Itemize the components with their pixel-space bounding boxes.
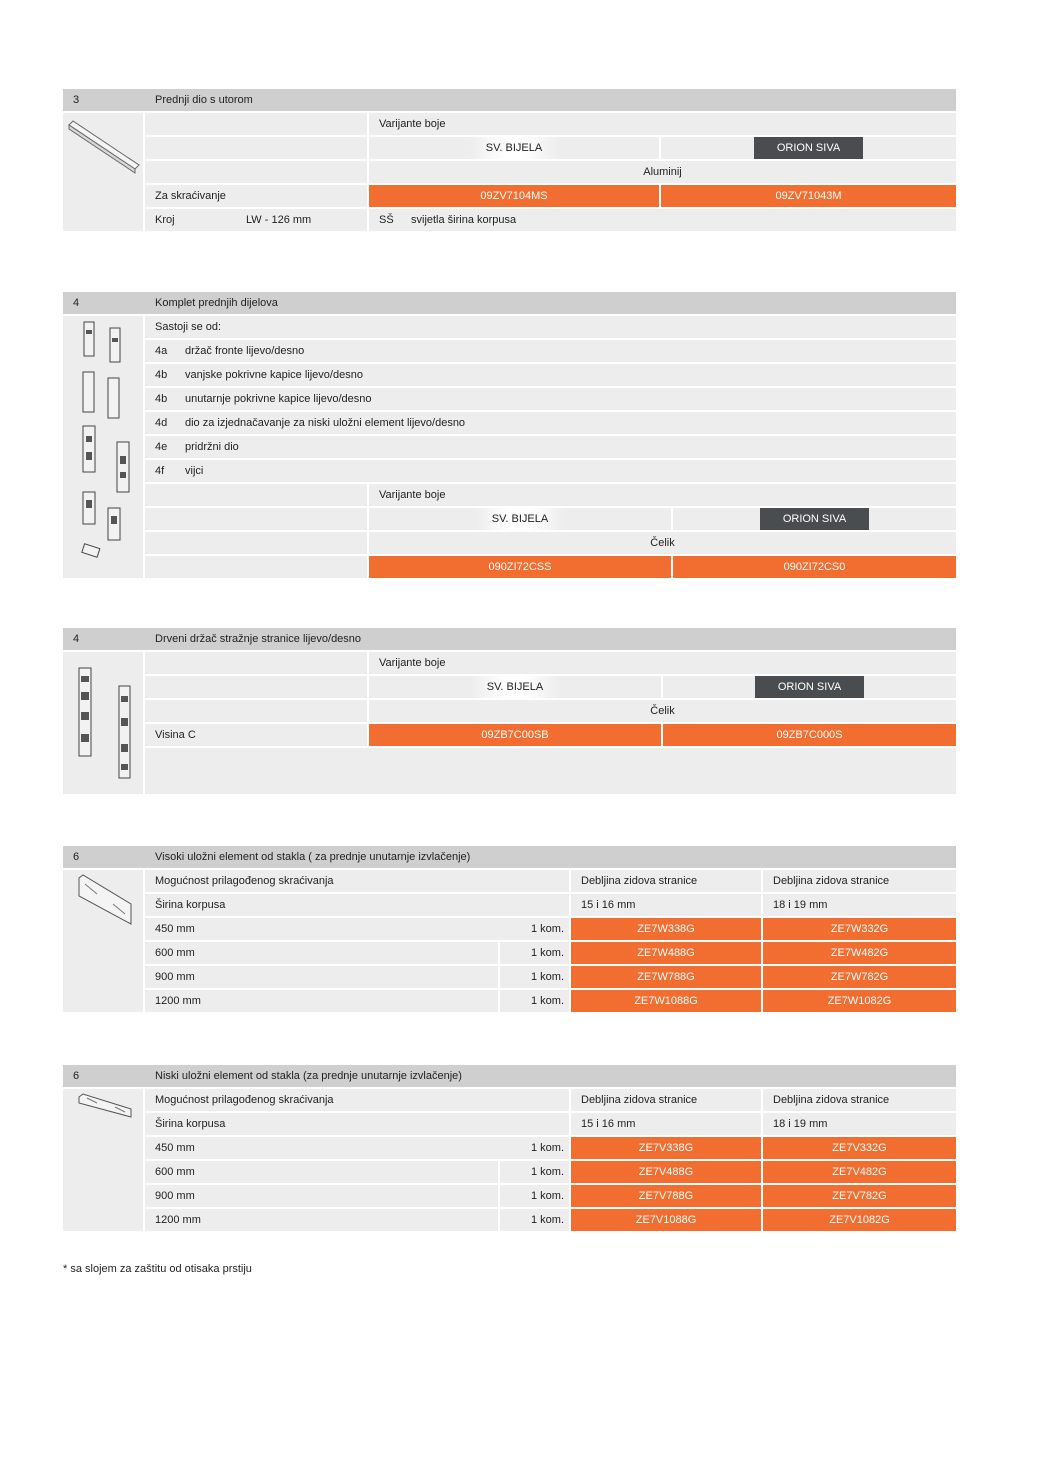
table-row bbox=[63, 1185, 956, 1207]
article-code: ZE7V782G bbox=[763, 1185, 956, 1207]
section-number: 4 bbox=[73, 633, 80, 645]
column-header: Debljina zidova stranice bbox=[763, 870, 956, 892]
article-code: ZE7V488G bbox=[571, 1161, 761, 1183]
article-code: ZE7V788G bbox=[571, 1185, 761, 1207]
variants-label: Varijante boje bbox=[369, 484, 956, 506]
article-code: ZE7W488G bbox=[571, 942, 761, 964]
article-code-white: 09ZB7C00SB bbox=[369, 724, 661, 746]
item-code: 4d bbox=[155, 417, 168, 429]
column-header: Debljina zidova stranice bbox=[571, 1089, 761, 1111]
list-item bbox=[63, 460, 956, 482]
material-label: Čelik bbox=[369, 700, 956, 722]
article-code: ZE7V482G bbox=[763, 1161, 956, 1183]
column-subheader: 15 i 16 mm bbox=[571, 894, 761, 916]
qty-cell: 1 kom. bbox=[530, 923, 564, 935]
article-code: ZE7W338G bbox=[571, 918, 761, 940]
size-cell: 900 mm bbox=[145, 966, 498, 988]
size-cell: 900 mm bbox=[145, 1185, 498, 1207]
section-number: 6 bbox=[73, 851, 80, 863]
qty-cell: 1 kom. bbox=[500, 990, 569, 1012]
qty-cell: 1 kom. bbox=[500, 1161, 569, 1183]
cut-label: Za skraćivanje bbox=[145, 185, 367, 207]
column-subheader: 18 i 19 mm bbox=[763, 1113, 956, 1135]
color-white-label: SV. BIJELA bbox=[470, 137, 558, 159]
article-code: ZE7V1088G bbox=[571, 1209, 761, 1231]
size-cell: 450 mm bbox=[145, 1137, 569, 1159]
ss-description: svijetla širina korpusa bbox=[411, 214, 517, 226]
section-header bbox=[63, 292, 956, 314]
variants-label: Varijante boje bbox=[369, 113, 956, 135]
table-row bbox=[63, 990, 956, 1012]
section-number: 4 bbox=[73, 297, 80, 309]
ss-abbreviation: SŠ bbox=[379, 214, 394, 226]
table-row bbox=[63, 918, 956, 940]
carcase-width-label: Širina korpusa bbox=[145, 894, 569, 916]
table-row bbox=[63, 966, 956, 988]
size-cell: 1200 mm bbox=[145, 990, 498, 1012]
table-row bbox=[63, 942, 956, 964]
article-code: ZE7W332G bbox=[763, 918, 956, 940]
column-subheader: 15 i 16 mm bbox=[571, 1113, 761, 1135]
section-title: Komplet prednjih dijelova bbox=[155, 297, 278, 309]
color-white-label: SV. BIJELA bbox=[471, 676, 559, 698]
item-text: vanjske pokrivne kapice lijevo/desno bbox=[185, 369, 363, 381]
item-text: vijci bbox=[185, 465, 204, 477]
color-white-label: SV. BIJELA bbox=[476, 508, 564, 530]
consists-of-label: Sastoji se od: bbox=[145, 316, 956, 338]
footnote: * sa slojem za zaštitu od otisaka prstiju bbox=[63, 1263, 252, 1275]
section-header bbox=[63, 846, 956, 868]
variants-label: Varijante boje bbox=[369, 652, 956, 674]
size-cell: 600 mm bbox=[145, 942, 498, 964]
item-code: 4a bbox=[155, 345, 168, 357]
custom-cut-label: Mogućnost prilagođenog skraćivanja bbox=[145, 870, 569, 892]
kroj-value: LW - 126 mm bbox=[246, 214, 312, 226]
article-code: ZE7V1082G bbox=[763, 1209, 956, 1231]
carcase-width-label: Širina korpusa bbox=[145, 1113, 569, 1135]
column-header: Debljina zidova stranice bbox=[571, 870, 761, 892]
color-grey-label: ORION SIVA bbox=[755, 676, 864, 698]
article-code: ZE7V338G bbox=[571, 1137, 761, 1159]
item-code: 4b bbox=[155, 393, 168, 405]
height-label: Visina C bbox=[145, 724, 367, 746]
item-code: 4f bbox=[155, 465, 165, 477]
column-subheader: 18 i 19 mm bbox=[763, 894, 956, 916]
qty-cell: 1 kom. bbox=[500, 942, 569, 964]
qty-cell: 1 kom. bbox=[530, 1142, 564, 1154]
article-code: ZE7W482G bbox=[763, 942, 956, 964]
list-item bbox=[63, 364, 956, 386]
article-code: ZE7W1082G bbox=[763, 990, 956, 1012]
article-code: ZE7W788G bbox=[571, 966, 761, 988]
section-title: Visoki uložni element od stakla ( za prednje unutarnje izvlačenje) bbox=[155, 851, 471, 863]
section-header bbox=[63, 89, 956, 111]
material-label: Čelik bbox=[369, 532, 956, 554]
article-code-grey: 09ZV71043M bbox=[661, 185, 956, 207]
section-title: Drveni držač stražnje stranice lijevo/desno bbox=[155, 633, 362, 645]
material-label: Aluminij bbox=[369, 161, 956, 183]
article-code-grey: 090ZI72CS0 bbox=[673, 556, 956, 578]
article-code: ZE7W1088G bbox=[571, 990, 761, 1012]
item-text: pridržni dio bbox=[185, 441, 239, 453]
section-title: Prednji dio s utorom bbox=[155, 94, 253, 106]
section-header bbox=[63, 628, 956, 650]
item-code: 4e bbox=[155, 441, 168, 453]
item-text: dio za izjednačavanje za niski uložni element lijevo/desno bbox=[185, 417, 466, 429]
custom-cut-label: Mogućnost prilagođenog skraćivanja bbox=[145, 1089, 569, 1111]
color-grey-label: ORION SIVA bbox=[754, 137, 863, 159]
item-text: držač fronte lijevo/desno bbox=[185, 345, 305, 357]
size-cell: 450 mm bbox=[145, 918, 569, 940]
section-number: 6 bbox=[73, 1070, 80, 1082]
list-item bbox=[63, 340, 956, 362]
qty-cell: 1 kom. bbox=[500, 1185, 569, 1207]
qty-cell: 1 kom. bbox=[500, 1209, 569, 1231]
item-code: 4b bbox=[155, 369, 168, 381]
table-row bbox=[63, 1137, 956, 1159]
list-item bbox=[63, 388, 956, 410]
article-code: ZE7W782G bbox=[763, 966, 956, 988]
item-text: unutarnje pokrivne kapice lijevo/desno bbox=[185, 393, 372, 405]
size-cell: 1200 mm bbox=[145, 1209, 498, 1231]
article-code-white: 090ZI72CSS bbox=[369, 556, 671, 578]
color-grey-label: ORION SIVA bbox=[760, 508, 869, 530]
qty-cell: 1 kom. bbox=[500, 966, 569, 988]
column-header: Debljina zidova stranice bbox=[763, 1089, 956, 1111]
size-cell: 600 mm bbox=[145, 1161, 498, 1183]
table-row bbox=[63, 1161, 956, 1183]
section-number: 3 bbox=[73, 94, 80, 106]
article-code-white: 09ZV7104MS bbox=[369, 185, 659, 207]
article-code: ZE7V332G bbox=[763, 1137, 956, 1159]
table-row bbox=[63, 1209, 956, 1231]
list-item bbox=[63, 436, 956, 458]
section-header bbox=[63, 1065, 956, 1087]
list-item bbox=[63, 412, 956, 434]
kroj-label: Kroj bbox=[155, 214, 175, 226]
article-code-grey: 09ZB7C000S bbox=[663, 724, 956, 746]
section-title: Niski uložni element od stakla (za prednje unutarnje izvlačenje) bbox=[155, 1070, 462, 1082]
